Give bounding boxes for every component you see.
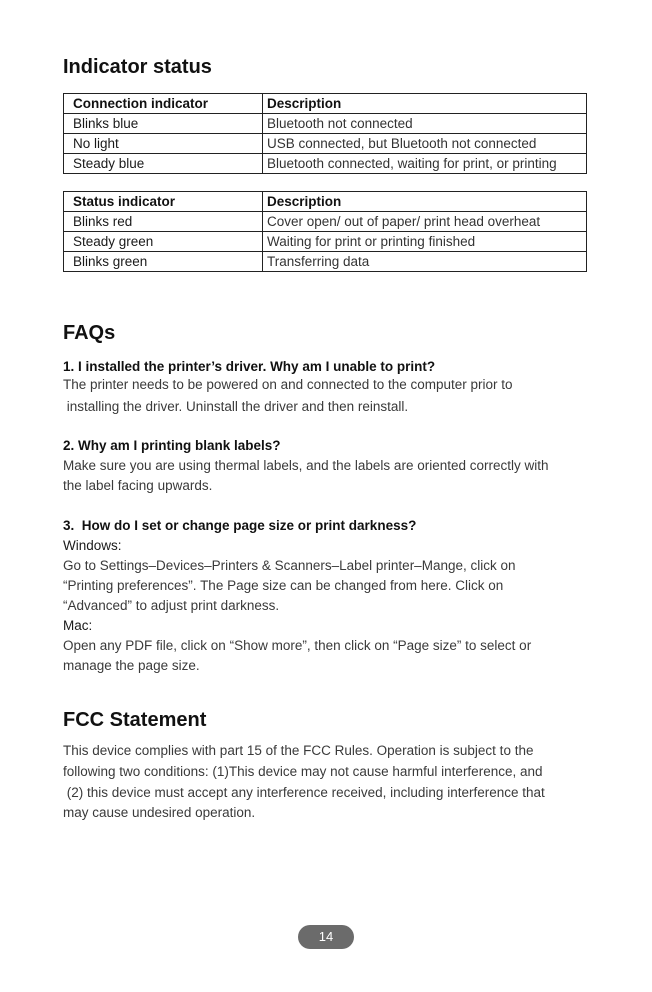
- table-cell: Bluetooth connected, waiting for print, or printing: [263, 154, 587, 174]
- table-row: [64, 252, 587, 272]
- faq-answer-2-line-1: Make sure you are using thermal labels, and the labels are oriented correctly with: [63, 458, 549, 473]
- mac-label: Mac:: [63, 618, 93, 633]
- table-cell: Waiting for print or printing finished: [263, 232, 587, 252]
- table-row: [64, 134, 587, 154]
- table-row: [64, 154, 587, 174]
- page-number-badge: 14: [298, 925, 354, 949]
- faq-question-2: 2. Why am I printing blank labels?: [63, 438, 281, 453]
- table-cell: Cover open/ out of paper/ print head overheat: [263, 212, 587, 232]
- faq-question-3: 3. How do I set or change page size or print darkness?: [63, 518, 417, 533]
- table-cell: Steady blue: [64, 154, 263, 174]
- table-header-row: [64, 192, 587, 212]
- table-cell: Blinks blue: [64, 114, 263, 134]
- faq-question-1: 1. I installed the printer’s driver. Why am I unable to print?: [63, 359, 436, 374]
- table-cell: Blinks green: [64, 252, 263, 272]
- windows-instructions-line-2: “Printing preferences”. The Page size can be changed from here. Click on: [63, 578, 504, 593]
- status-indicator-table: [63, 191, 587, 272]
- fcc-text-line-3: (2) this device must accept any interference received, including interference that: [63, 785, 545, 800]
- fcc-text-line-2: following two conditions: (1)This device may not cause harmful interference, and: [63, 764, 543, 779]
- faq-answer-1-line-2: installing the driver. Uninstall the driver and then reinstall.: [63, 399, 409, 414]
- fcc-text-line-4: may cause undesired operation.: [63, 805, 256, 820]
- windows-instructions-line-1: Go to Settings–Devices–Printers & Scanners–Label printer–Mange, click on: [63, 558, 516, 573]
- mac-instructions-line-1: Open any PDF file, click on “Show more”, then click on “Page size” to select or: [63, 638, 532, 653]
- table-header-row: [64, 94, 587, 114]
- table-cell: No light: [64, 134, 263, 154]
- windows-instructions-line-3: “Advanced” to adjust print darkness.: [63, 598, 280, 613]
- table-header-cell: Connection indicator: [64, 94, 263, 114]
- faq-answer-2-line-2: the label facing upwards.: [63, 478, 213, 493]
- table-row: [64, 232, 587, 252]
- table-header-cell: Status indicator: [64, 192, 263, 212]
- table-header-cell: Description: [263, 94, 587, 114]
- connection-indicator-table: [63, 93, 587, 174]
- table-cell: Steady green: [64, 232, 263, 252]
- indicator-status-heading: Indicator status: [63, 56, 212, 78]
- table-header-cell: Description: [263, 192, 587, 212]
- table-cell: USB connected, but Bluetooth not connected: [263, 134, 587, 154]
- mac-instructions-line-2: manage the page size.: [63, 658, 200, 673]
- table-row: [64, 212, 587, 232]
- table-cell: Bluetooth not connected: [263, 114, 587, 134]
- table-cell: Blinks red: [64, 212, 263, 232]
- faq-answer-1-line-1: The printer needs to be powered on and connected to the computer prior to: [63, 377, 513, 392]
- fcc-heading: FCC Statement: [63, 709, 207, 731]
- table-row: [64, 114, 587, 134]
- faqs-heading: FAQs: [63, 322, 116, 344]
- windows-label: Windows:: [63, 538, 122, 553]
- table-cell: Transferring data: [263, 252, 587, 272]
- fcc-text-line-1: This device complies with part 15 of the FCC Rules. Operation is subject to the: [63, 743, 534, 758]
